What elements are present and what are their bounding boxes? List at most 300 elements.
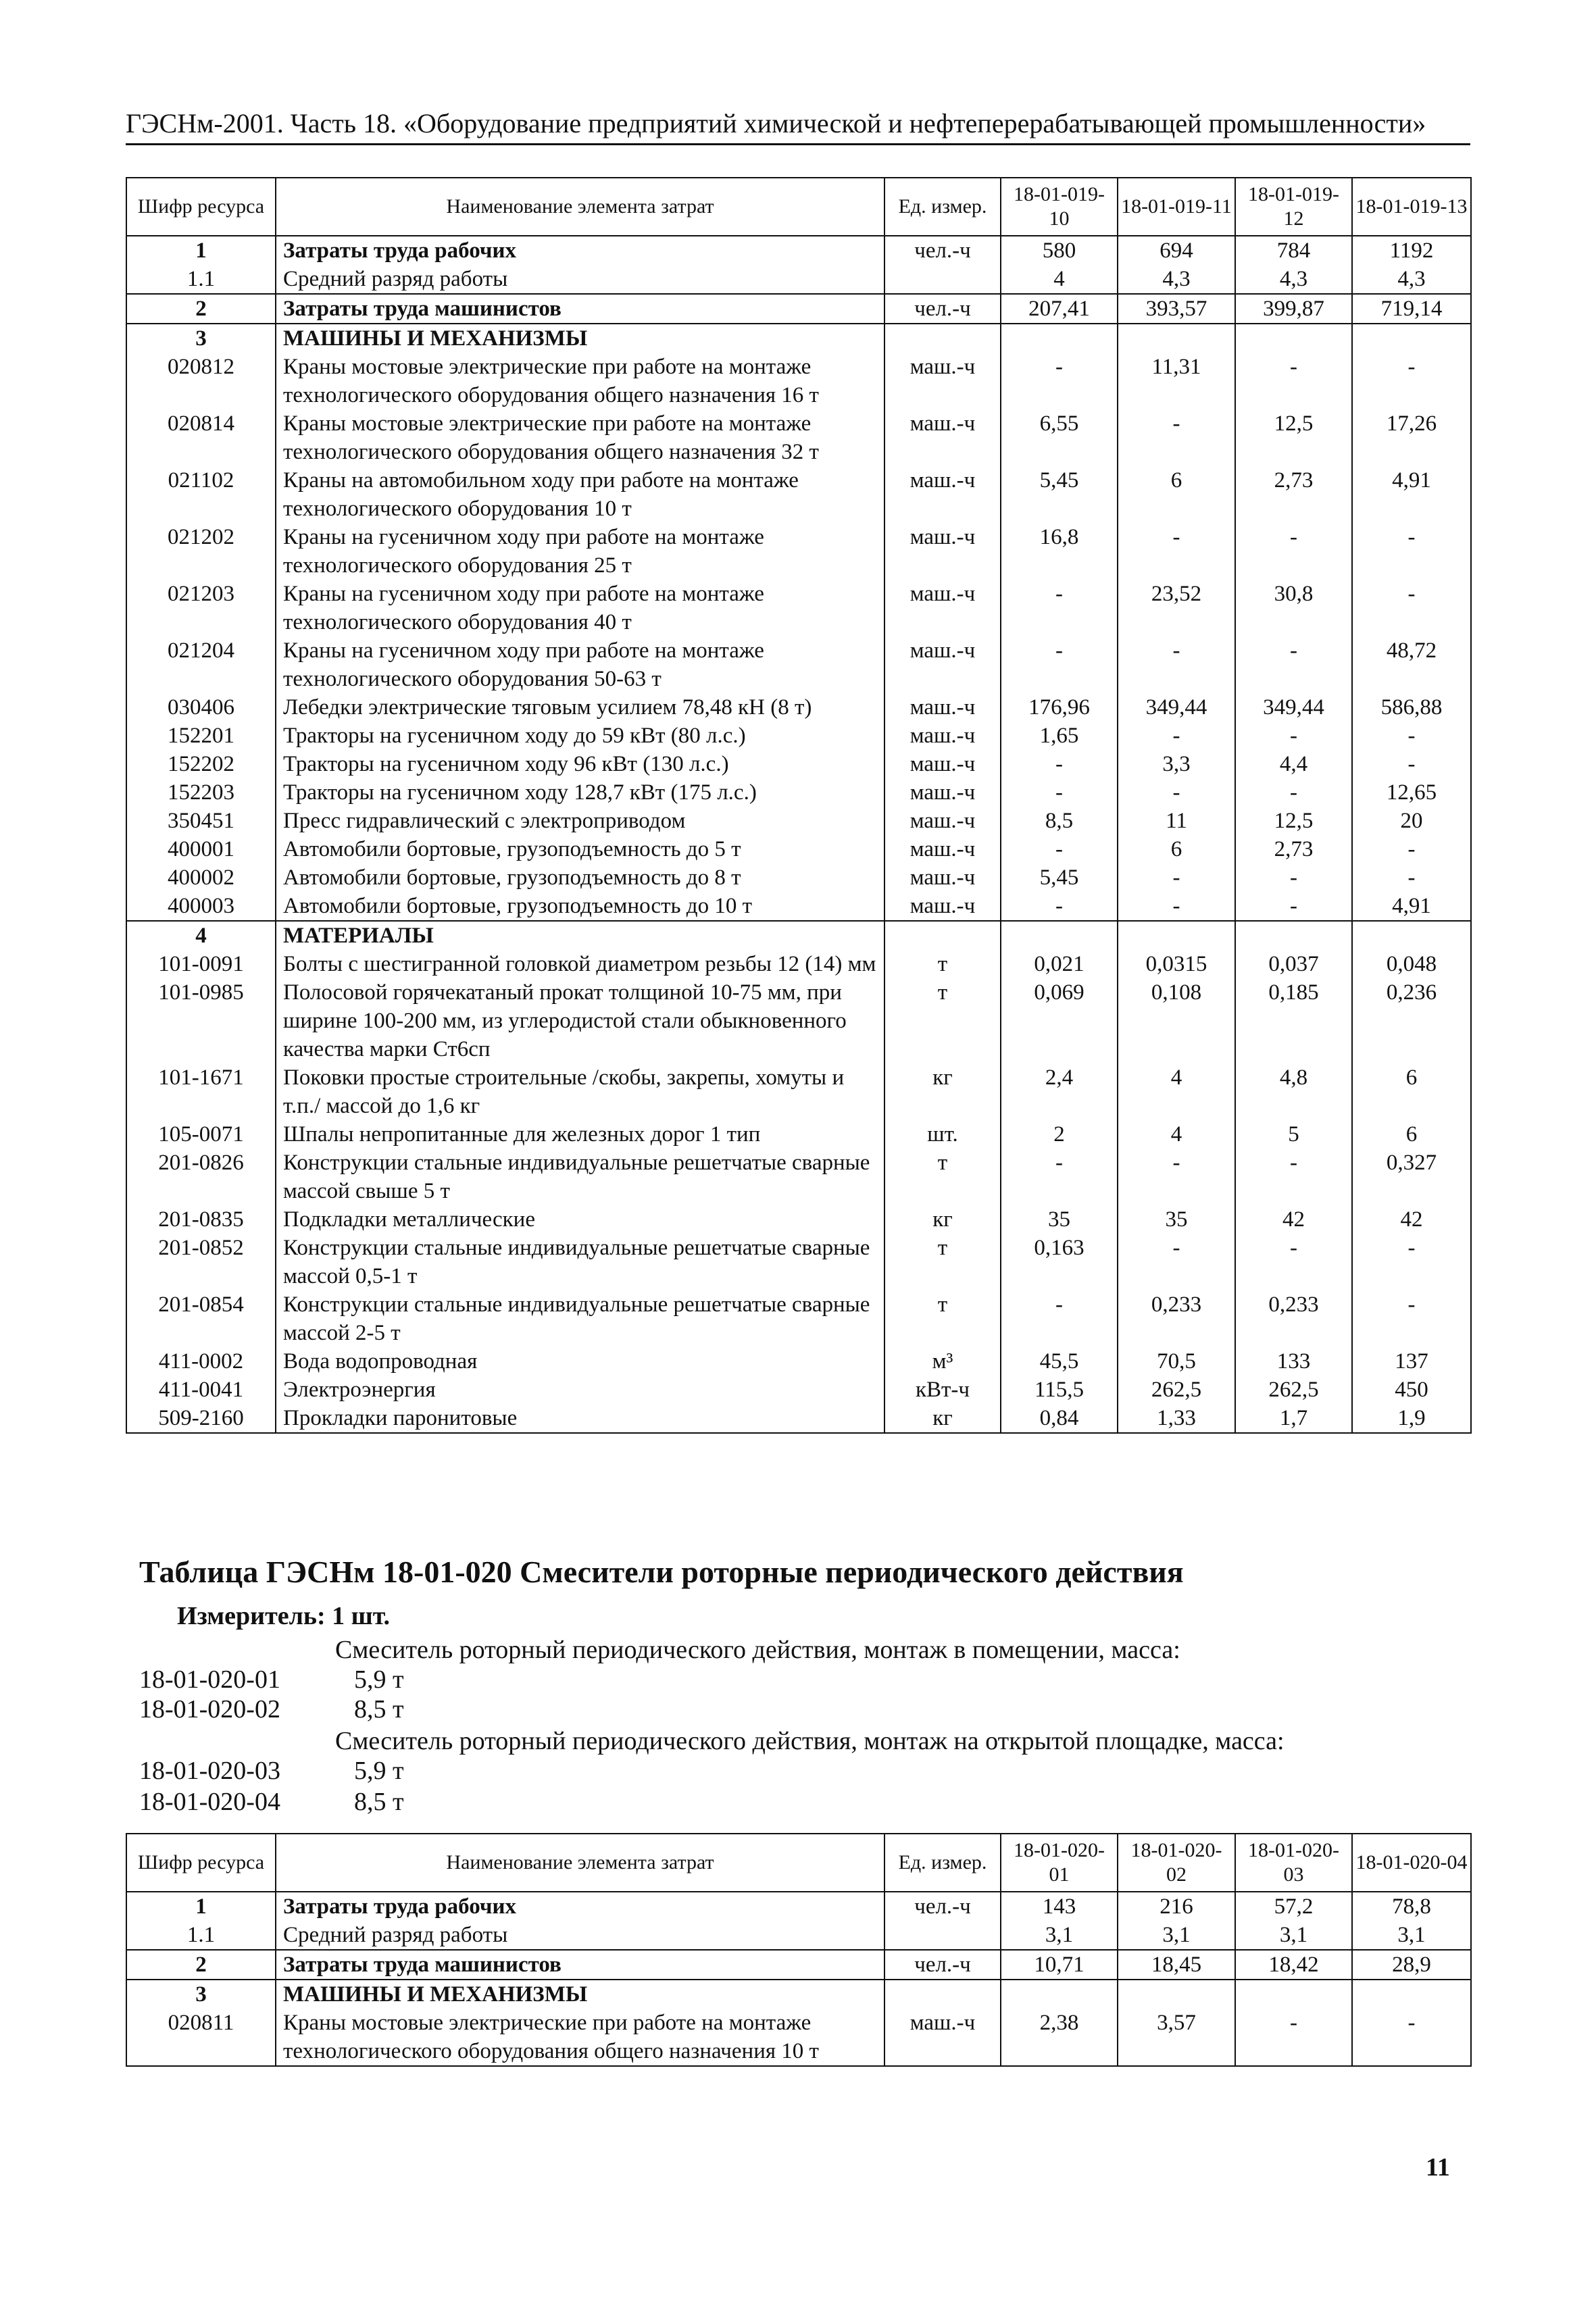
table-row [126,1120,1471,1149]
row-unit: т [884,1149,1001,1205]
row-value: 3,1 [1352,1921,1471,1950]
row-value: - [1235,636,1352,693]
row-unit: маш.-ч [884,523,1001,580]
row-value: 42 [1352,1205,1471,1234]
row-value: 5,45 [1001,466,1118,523]
row-name: Средний разряд работы [276,265,884,294]
row-code: 101-0091 [126,950,276,978]
row-unit: маш.-ч [884,892,1001,921]
row-value: 719,14 [1352,294,1471,324]
row-code: 201-0835 [126,1205,276,1234]
row-value: 216 [1118,1892,1235,1921]
table-row [126,693,1471,722]
header-col-3: 18-01-019-12 [1235,178,1352,236]
table-title: Таблица ГЭСНм 18-01-020 Смесители роторные периодического действия [139,1555,1184,1589]
row-value: 115,5 [1001,1376,1118,1404]
row-unit: маш.-ч [884,778,1001,807]
row-value: 4,91 [1352,892,1471,921]
table-row [126,324,1471,353]
row-value: 78,8 [1352,1892,1471,1921]
row-unit: т [884,950,1001,978]
row-value: 2,73 [1235,835,1352,863]
row-value: - [1001,636,1118,693]
row-value: 5,45 [1001,863,1118,892]
row-unit: т [884,1234,1001,1290]
table-row [126,1234,1471,1290]
row-value: 8,5 [1001,807,1118,835]
row-code: 101-1671 [126,1063,276,1120]
resource-table-019 [126,177,1472,1434]
row-value: - [1235,892,1352,921]
row-value: 4,91 [1352,466,1471,523]
table-row [126,1921,1471,1950]
row-unit: маш.-ч [884,353,1001,409]
row-name: Электроэнергия [276,1376,884,1404]
row-value: 0,185 [1235,978,1352,1063]
row-code: 101-0985 [126,978,276,1063]
row-value: - [1001,1149,1118,1205]
row-value: 137 [1352,1347,1471,1376]
row-value: 1192 [1352,236,1471,265]
row-value: - [1352,1234,1471,1290]
row-name: Затраты труда рабочих [276,1892,884,1921]
row-code: 400003 [126,892,276,921]
row-code: 3 [126,1980,276,2009]
row-value: 0,236 [1352,978,1471,1063]
row-value: - [1001,353,1118,409]
table-row [126,1205,1471,1234]
row-name: Краны мостовые электрические при работе на монтаже технологического оборудования общего назначения 16 т [276,353,884,409]
row-value: 23,52 [1118,580,1235,636]
row-value: 4 [1118,1063,1235,1120]
row-value: 580 [1001,236,1118,265]
row-name: Тракторы на гусеничном ходу 96 кВт (130 л.с.) [276,750,884,778]
row-value [1352,324,1471,353]
row-value: - [1352,2009,1471,2066]
row-value: 18,45 [1118,1950,1235,1980]
row-value: 0,163 [1001,1234,1118,1290]
row-code: 350451 [126,807,276,835]
header-col-2: 18-01-020-02 [1118,1834,1235,1892]
row-value: 0,327 [1352,1149,1471,1205]
row-code: 105-0071 [126,1120,276,1149]
table-row [126,580,1471,636]
row-code: 400001 [126,835,276,863]
row-value: 28,9 [1352,1950,1471,1980]
row-unit: маш.-ч [884,807,1001,835]
row-value: - [1118,863,1235,892]
page-header: ГЭСНм-2001. Часть 18. «Оборудование предприятий химической и нефтеперерабатывающей промышленности» [126,107,1470,145]
row-code: 411-0041 [126,1376,276,1404]
row-code: 2 [126,294,276,324]
row-value: - [1235,353,1352,409]
row-value: 11,31 [1118,353,1235,409]
row-name: Прокладки паронитовые [276,1404,884,1433]
header-unit: Ед. измер. [884,1834,1001,1892]
row-value: - [1118,636,1235,693]
row-value: - [1352,523,1471,580]
row-value: 30,8 [1235,580,1352,636]
row-code: 1 [126,1892,276,1921]
row-value: 6 [1352,1120,1471,1149]
row-value: 133 [1235,1347,1352,1376]
row-value: 4,8 [1235,1063,1352,1120]
row-unit [884,324,1001,353]
variant-code: 18-01-020-02 [139,1695,280,1724]
row-name: Краны мостовые электрические при работе на монтаже технологического оборудования общего назначения 32 т [276,409,884,466]
row-value [1118,1980,1235,2009]
table-row [126,294,1471,324]
table-row [126,722,1471,750]
row-value: - [1235,1149,1352,1205]
table-row [126,236,1471,265]
row-code: 509-2160 [126,1404,276,1433]
row-value: 12,5 [1235,807,1352,835]
table-header-row [126,178,1471,236]
row-value: 4,3 [1352,265,1471,294]
row-value: - [1352,863,1471,892]
row-unit: маш.-ч [884,636,1001,693]
header-name: Наименование элемента затрат [276,178,884,236]
row-value: 0,048 [1352,950,1471,978]
row-unit: чел.-ч [884,294,1001,324]
table-row [126,466,1471,523]
row-value: 6,55 [1001,409,1118,466]
row-value: 0,037 [1235,950,1352,978]
variant-mass: 8,5 т [354,1788,404,1816]
row-unit: т [884,978,1001,1063]
table-row [126,778,1471,807]
row-value: 20 [1352,807,1471,835]
row-value: - [1118,1234,1235,1290]
row-value: 4 [1118,1120,1235,1149]
row-unit: маш.-ч [884,580,1001,636]
table-header-row [126,1834,1471,1892]
table-row [126,863,1471,892]
row-value: 143 [1001,1892,1118,1921]
row-value: - [1118,523,1235,580]
table-row [126,1376,1471,1404]
row-value: 18,42 [1235,1950,1352,1980]
row-name: Конструкции стальные индивидуальные решетчатые сварные массой свыше 5 т [276,1149,884,1205]
row-value: 0,233 [1118,1290,1235,1347]
row-name: Шпалы непропитанные для железных дорог 1 тип [276,1120,884,1149]
row-code: 201-0854 [126,1290,276,1347]
row-code: 411-0002 [126,1347,276,1376]
row-value: 5 [1235,1120,1352,1149]
row-value: 399,87 [1235,294,1352,324]
row-name: Конструкции стальные индивидуальные решетчатые сварные массой 0,5-1 т [276,1234,884,1290]
row-value: 176,96 [1001,693,1118,722]
header-col-1: 18-01-020-01 [1001,1834,1118,1892]
row-value: - [1235,863,1352,892]
row-unit: кг [884,1205,1001,1234]
row-name: Краны на гусеничном ходу при работе на монтаже технологического оборудования 50-63 т [276,636,884,693]
variant-code: 18-01-020-03 [139,1757,280,1785]
row-code: 152203 [126,778,276,807]
row-name: Подкладки металлические [276,1205,884,1234]
row-code: 021204 [126,636,276,693]
header-code: Шифр ресурса [126,1834,276,1892]
row-unit: маш.-ч [884,409,1001,466]
row-value: 2,73 [1235,466,1352,523]
row-value: 784 [1235,236,1352,265]
row-code: 2 [126,1950,276,1980]
row-name: Затраты труда рабочих [276,236,884,265]
row-unit [884,1921,1001,1950]
row-name: Автомобили бортовые, грузоподъемность до 8 т [276,863,884,892]
table-row [126,1980,1471,2009]
row-unit: маш.-ч [884,835,1001,863]
row-value: 10,71 [1001,1950,1118,1980]
table-row [126,1950,1471,1980]
row-value: 0,0315 [1118,950,1235,978]
table-row [126,807,1471,835]
row-value: - [1001,750,1118,778]
row-name: Краны мостовые электрические при работе на монтаже технологического оборудования общего назначения 10 т [276,2009,884,2066]
row-code: 1.1 [126,1921,276,1950]
row-unit: чел.-ч [884,236,1001,265]
row-code: 201-0826 [126,1149,276,1205]
variant-code: 18-01-020-04 [139,1788,280,1816]
row-name: Затраты труда машинистов [276,1950,884,1980]
row-value: 6 [1352,1063,1471,1120]
row-value: 2,38 [1001,2009,1118,2066]
row-value: 1,7 [1235,1404,1352,1433]
row-name: Автомобили бортовые, грузоподъемность до 10 т [276,892,884,921]
row-value [1001,921,1118,950]
row-value: 1,9 [1352,1404,1471,1433]
row-value: 262,5 [1235,1376,1352,1404]
table-row [126,921,1471,950]
row-value: - [1352,722,1471,750]
row-code: 4 [126,921,276,950]
row-value: 4,3 [1235,265,1352,294]
row-name: Вода водопроводная [276,1347,884,1376]
row-name: Поковки простые строительные /скобы, закрепы, хомуты и т.п./ массой до 1,6 кг [276,1063,884,1120]
row-name: Тракторы на гусеничном ходу до 59 кВт (80 л.с.) [276,722,884,750]
row-value: 42 [1235,1205,1352,1234]
row-unit: маш.-ч [884,2009,1001,2066]
row-code: 3 [126,324,276,353]
row-unit: кг [884,1404,1001,1433]
header-col-1: 18-01-019-10 [1001,178,1118,236]
header-col-4: 18-01-019-13 [1352,178,1471,236]
row-value: - [1235,523,1352,580]
row-value: 0,021 [1001,950,1118,978]
header-col-3: 18-01-020-03 [1235,1834,1352,1892]
row-unit: маш.-ч [884,693,1001,722]
header-unit: Ед. измер. [884,178,1001,236]
row-value: 450 [1352,1376,1471,1404]
variant-code: 18-01-020-01 [139,1665,280,1694]
row-unit: м³ [884,1347,1001,1376]
variant-mass: 5,9 т [354,1665,404,1694]
table-row [126,978,1471,1063]
header-code: Шифр ресурса [126,178,276,236]
row-value: - [1001,1290,1118,1347]
row-code: 1.1 [126,265,276,294]
table-row [126,409,1471,466]
row-value: 6 [1118,835,1235,863]
header-col-2: 18-01-019-11 [1118,178,1235,236]
variant-mass: 8,5 т [354,1695,404,1724]
table-row [126,523,1471,580]
row-value: 17,26 [1352,409,1471,466]
row-unit: кВт-ч [884,1376,1001,1404]
table-row [126,265,1471,294]
row-value [1235,324,1352,353]
row-code: 152201 [126,722,276,750]
row-value: 35 [1118,1205,1235,1234]
row-value: - [1118,778,1235,807]
row-value: - [1235,1234,1352,1290]
table-row [126,2009,1471,2066]
row-value: - [1235,722,1352,750]
row-name: Автомобили бортовые, грузоподъемность до 5 т [276,835,884,863]
row-value: 3,1 [1235,1921,1352,1950]
row-value: - [1352,580,1471,636]
row-unit: маш.-ч [884,750,1001,778]
row-name: Полосовой горячекатаный прокат толщиной 10-75 мм, при ширине 100-200 мм, из углеродистой стали обыкновенного качества марки Ст6сп [276,978,884,1063]
variant-description-outdoor: Смеситель роторный периодического действия, монтаж на открытой площадке, масса: [335,1727,1285,1755]
row-value: - [1001,892,1118,921]
row-value [1352,921,1471,950]
row-value: 6 [1118,466,1235,523]
row-code: 1 [126,236,276,265]
row-value: - [1118,892,1235,921]
row-value: 2 [1001,1120,1118,1149]
row-code: 021102 [126,466,276,523]
row-value: 3,57 [1118,2009,1235,2066]
row-name: Краны на гусеничном ходу при работе на монтаже технологического оборудования 25 т [276,523,884,580]
row-value: - [1118,1149,1235,1205]
row-name: МАТЕРИАЛЫ [276,921,884,950]
row-unit [884,265,1001,294]
row-value: - [1235,778,1352,807]
row-value: 4,4 [1235,750,1352,778]
row-value: 1,33 [1118,1404,1235,1433]
row-name: Тракторы на гусеничном ходу 128,7 кВт (175 л.с.) [276,778,884,807]
row-unit: т [884,1290,1001,1347]
row-value: 12,65 [1352,778,1471,807]
row-code: 020812 [126,353,276,409]
variant-description-indoor: Смеситель роторный периодического действия, монтаж в помещении, масса: [335,1636,1180,1664]
row-value: 349,44 [1118,693,1235,722]
row-value: 45,5 [1001,1347,1118,1376]
row-code: 021203 [126,580,276,636]
row-unit [884,921,1001,950]
row-name: МАШИНЫ И МЕХАНИЗМЫ [276,1980,884,2009]
row-value: 349,44 [1235,693,1352,722]
row-value: 262,5 [1118,1376,1235,1404]
table-row [126,1404,1471,1433]
row-code: 020811 [126,2009,276,2066]
row-unit: кг [884,1063,1001,1120]
row-value: 0,069 [1001,978,1118,1063]
row-value: 393,57 [1118,294,1235,324]
header-name: Наименование элемента затрат [276,1834,884,1892]
row-value: 586,88 [1352,693,1471,722]
row-value: 3,1 [1118,1921,1235,1950]
row-value [1352,1980,1471,2009]
variant-mass: 5,9 т [354,1757,404,1785]
row-value [1001,324,1118,353]
row-value: 1,65 [1001,722,1118,750]
row-value [1235,921,1352,950]
row-value: - [1001,580,1118,636]
row-name: Краны на гусеничном ходу при работе на монтаже технологического оборудования 40 т [276,580,884,636]
row-value: - [1118,409,1235,466]
row-unit: маш.-ч [884,466,1001,523]
table-row [126,950,1471,978]
row-value [1235,1980,1352,2009]
row-unit: маш.-ч [884,863,1001,892]
row-name: Пресс гидравлический с электроприводом [276,807,884,835]
row-value: 16,8 [1001,523,1118,580]
row-value [1118,921,1235,950]
meter-label: Измеритель: 1 шт. [177,1602,391,1630]
row-value: 207,41 [1001,294,1118,324]
row-value: 4 [1001,265,1118,294]
row-value: 4,3 [1118,265,1235,294]
row-value: - [1001,835,1118,863]
row-value: 70,5 [1118,1347,1235,1376]
row-value: 0,108 [1118,978,1235,1063]
row-unit [884,1980,1001,2009]
row-value: 0,233 [1235,1290,1352,1347]
row-value: - [1235,2009,1352,2066]
row-value: - [1352,750,1471,778]
row-value: - [1352,1290,1471,1347]
row-value: 12,5 [1235,409,1352,466]
row-name: Затраты труда машинистов [276,294,884,324]
row-value: 0,84 [1001,1404,1118,1433]
row-code: 400002 [126,863,276,892]
table-row [126,1892,1471,1921]
row-code: 030406 [126,693,276,722]
row-unit: маш.-ч [884,722,1001,750]
resource-table-020 [126,1833,1472,2067]
table-row [126,636,1471,693]
row-name: Лебедки электрические тяговым усилием 78,48 кН (8 т) [276,693,884,722]
row-name: Средний разряд работы [276,1921,884,1950]
row-unit: чел.-ч [884,1950,1001,1980]
row-code: 020814 [126,409,276,466]
row-value: 3,3 [1118,750,1235,778]
table-row [126,1149,1471,1205]
table-row [126,892,1471,921]
row-value: 48,72 [1352,636,1471,693]
header-col-4: 18-01-020-04 [1352,1834,1471,1892]
row-value: 57,2 [1235,1892,1352,1921]
row-name: Конструкции стальные индивидуальные решетчатые сварные массой 2-5 т [276,1290,884,1347]
row-code: 021202 [126,523,276,580]
row-code: 201-0852 [126,1234,276,1290]
table-row [126,1347,1471,1376]
row-value: 11 [1118,807,1235,835]
row-value: - [1352,353,1471,409]
row-value: - [1001,778,1118,807]
table-row [126,835,1471,863]
row-value [1118,324,1235,353]
row-code: 152202 [126,750,276,778]
row-value: 3,1 [1001,1921,1118,1950]
row-value [1001,1980,1118,2009]
row-value: 694 [1118,236,1235,265]
row-unit: шт. [884,1120,1001,1149]
row-value: - [1352,835,1471,863]
